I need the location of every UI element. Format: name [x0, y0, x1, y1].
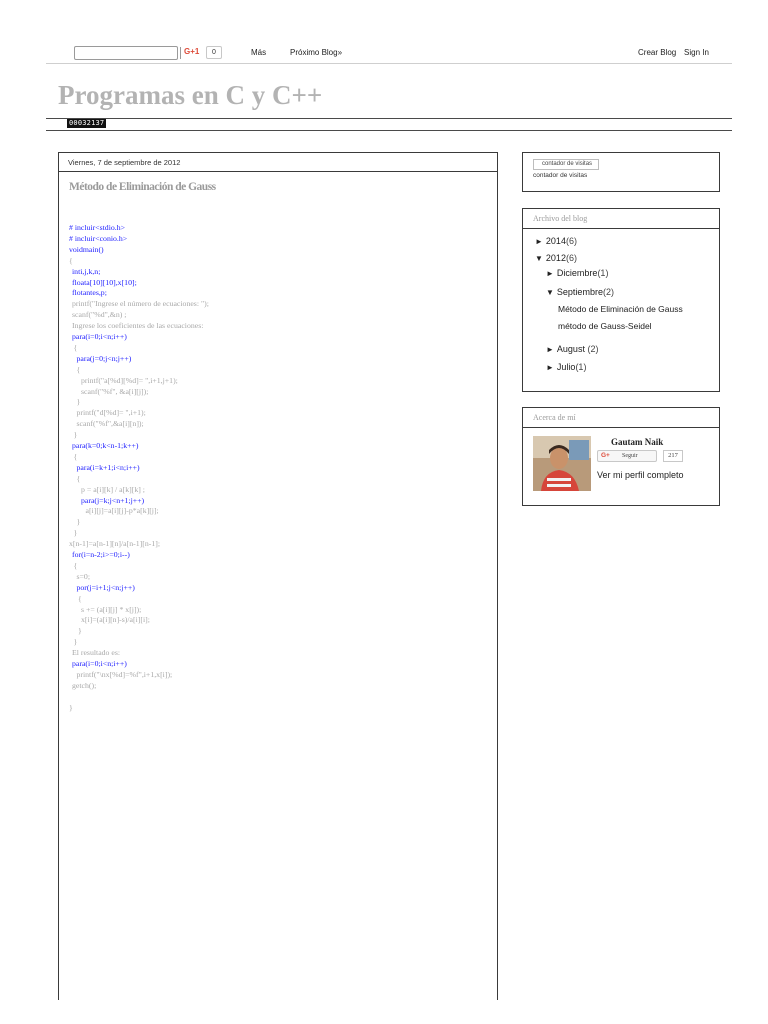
code-line: }: [78, 626, 82, 636]
code-line: scanf("%d",&n) ;: [72, 310, 127, 320]
code-line: # incluir<stdio.h>: [69, 223, 126, 232]
code-line: para(k=0;k<n-1;k++): [72, 441, 139, 450]
code-line: }: [76, 517, 81, 527]
code-line: a[i][j]=a[i][j]-p*a[k][j];: [85, 506, 159, 516]
code-line: floata[10][10],x[10];: [72, 277, 137, 287]
collapsed-arrow-icon[interactable]: ►: [546, 345, 554, 354]
archive-post-link[interactable]: Método de Eliminación de Gauss: [558, 304, 683, 314]
code-line: printf("a[%d][%d]= ",i+1,j+1);: [81, 375, 178, 385]
code-line: x[i]=(a[i][n]-s)/a[i][i];: [81, 615, 150, 625]
google-plus-one-button[interactable]: G+1: [184, 47, 200, 56]
code-line: voidmain(): [69, 244, 104, 254]
create-blog-link[interactable]: Crear Blog: [638, 48, 677, 57]
code-line: for(i=n-2;i>=0;i--): [72, 550, 130, 559]
expanded-arrow-icon[interactable]: ▼: [535, 254, 543, 263]
code-line: scanf("%f",&a[i][n]);: [76, 419, 144, 429]
expanded-arrow-icon[interactable]: ▼: [546, 288, 554, 297]
code-line: {: [69, 255, 73, 265]
collapsed-arrow-icon[interactable]: ►: [535, 237, 543, 246]
header-divider-bottom: [46, 130, 732, 131]
code-line: s=0;: [76, 571, 90, 581]
about-me-widget: [522, 407, 720, 506]
code-line: El resultado es:: [72, 648, 121, 658]
archive-post-link[interactable]: método de Gauss-Seidel: [558, 321, 652, 331]
code-line: Ingrese los coeficientes de las ecuaciones:: [72, 321, 204, 331]
archive-widget-title: Archivo del blog: [533, 214, 588, 223]
code-line: printf("\nx[%d]=%f",i+1,x[i]);: [76, 669, 173, 679]
code-line: }: [69, 702, 73, 712]
code-line: # incluir<conio.h>: [69, 233, 128, 243]
about-widget-title: Acerca de mí: [533, 413, 576, 422]
navbar: [46, 44, 732, 64]
visit-counter-badge: 00032137: [69, 119, 105, 127]
blog-archive-widget: [522, 208, 720, 392]
code-line: para(i=k+1;i<n;i++): [76, 462, 140, 472]
follower-count: 217: [663, 450, 683, 462]
about-widget-header: [523, 408, 719, 428]
next-blog-link[interactable]: Próximo Blog»: [290, 48, 343, 57]
code-line: para(i=0;i<n;i++): [72, 332, 127, 341]
avatar[interactable]: [533, 436, 591, 491]
code-line: p = a[i][k] / a[k][k] ;: [81, 484, 145, 494]
code-line: scanf("%f", &a[i][j]);: [81, 386, 149, 396]
header-divider-top: [46, 118, 732, 119]
google-plus-icon: G+: [601, 452, 610, 459]
post-container: [58, 152, 498, 1000]
archive-year-2014[interactable]: ► 2014(6): [535, 236, 577, 246]
view-full-profile-link[interactable]: Ver mi perfil completo: [597, 470, 684, 480]
archive-month-julio[interactable]: ► Julio(1): [546, 362, 587, 372]
avatar-photo: [533, 436, 591, 491]
code-line: flotantes,p;: [72, 288, 107, 298]
post-date: Viernes, 7 de septiembre de 2012: [68, 158, 181, 167]
post-title[interactable]: Método de Eliminación de Gauss: [69, 181, 216, 193]
code-line: getch();: [72, 680, 97, 690]
google-plus-count: 0: [206, 46, 222, 59]
code-line: }: [73, 637, 78, 647]
navbar-divider: [180, 47, 181, 59]
code-line: para(j=k;j<n+1;j++): [81, 495, 145, 505]
blog-title[interactable]: Programas en C y C++: [58, 80, 323, 110]
archive-year-2012[interactable]: ▼ 2012(6): [535, 253, 577, 263]
archive-month-septiembre[interactable]: ▼ Septiembre(2): [546, 287, 614, 297]
code-line: {: [73, 342, 78, 352]
visitor-counter-widget: [522, 152, 720, 192]
visitor-counter-link[interactable]: contador de visitas: [533, 172, 588, 179]
archive-month-diciembre[interactable]: ► Diciembre(1): [546, 268, 609, 278]
collapsed-arrow-icon[interactable]: ►: [546, 363, 554, 372]
code-line: }: [73, 430, 78, 440]
code-line: }: [73, 528, 78, 538]
google-plus-follow-button[interactable]: [597, 450, 657, 462]
post-date-bar: [59, 153, 497, 172]
code-line: {: [73, 560, 78, 570]
code-line: inti,j,k,n;: [72, 266, 101, 276]
visitor-counter-image-alt: contador de visitas: [542, 161, 593, 167]
code-line: {: [76, 364, 81, 374]
sign-in-link[interactable]: Sign In: [684, 48, 709, 57]
more-link[interactable]: Más: [251, 48, 267, 57]
code-line: printf("d[%d]= ",i+1);: [76, 408, 146, 418]
archive-widget-header: [523, 209, 719, 229]
code-line: }: [76, 397, 81, 407]
follow-label: Seguir: [622, 453, 638, 459]
navbar-search-input[interactable]: [74, 46, 178, 60]
code-line: por(j=i+1;j<n;j++): [76, 582, 135, 592]
code-line: para(i=0;i<n;i++): [72, 659, 127, 668]
profile-name[interactable]: Gautam Naik: [611, 437, 664, 447]
code-line: s += (a[i][j] * x[j]);: [81, 604, 142, 614]
code-line: printf("Ingrese el número de ecuaciones: ");: [72, 299, 209, 309]
collapsed-arrow-icon[interactable]: ►: [546, 269, 554, 278]
code-line: {: [73, 451, 78, 461]
code-line: para(j=0;j<n;j++): [76, 353, 132, 363]
code-line: {: [76, 473, 81, 483]
archive-month-august[interactable]: ► August (2): [546, 344, 599, 354]
code-line: {: [78, 593, 82, 603]
visitor-counter-image[interactable]: [533, 159, 599, 170]
code-line: x[n-1]=a[n-1][n]/a[n-1][n-1];: [69, 539, 160, 549]
